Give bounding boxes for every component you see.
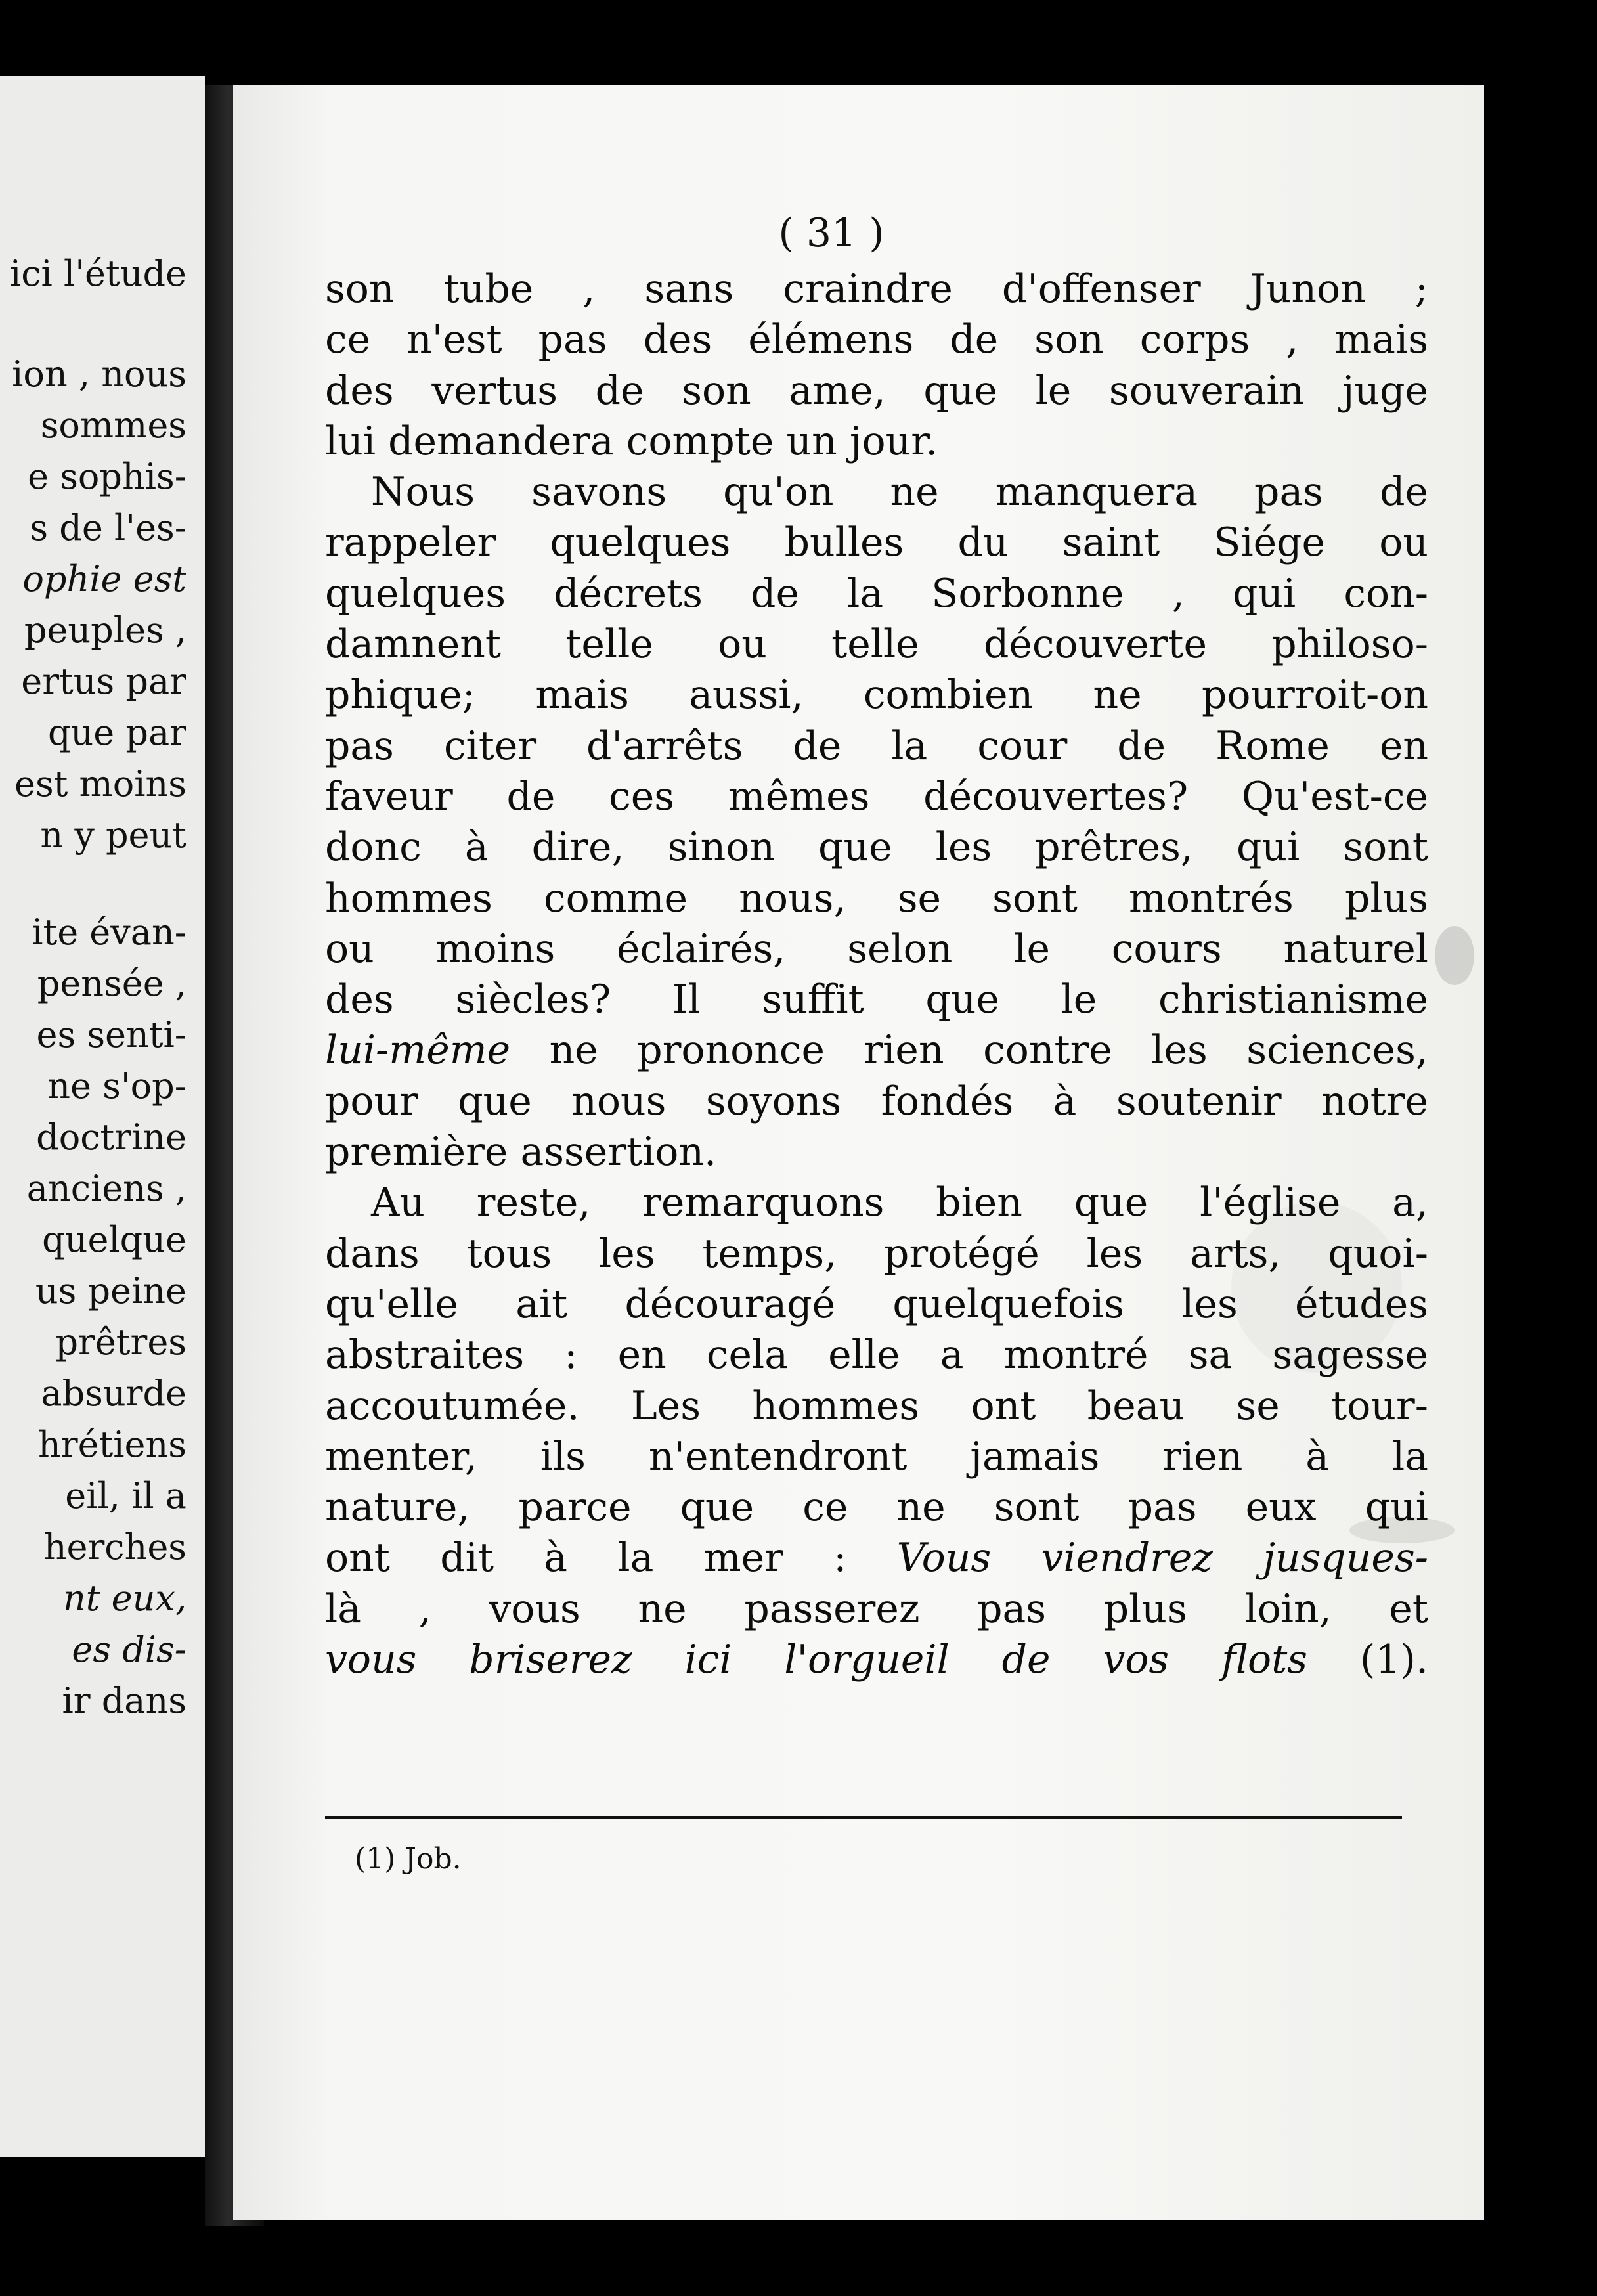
text-line: lui demandera compte un jour. xyxy=(325,418,938,464)
text-line: menter, ils n'entendront jamais rien à la xyxy=(325,1433,1428,1480)
text-line: donc à dire, sinon que les prêtres, qui sont xyxy=(325,824,1428,871)
text-line: rappeler quelques bulles du saint Siége ou xyxy=(325,519,1428,566)
text-run: ont dit à la mer : xyxy=(325,1535,847,1581)
left-page xyxy=(0,76,205,2157)
footnote: (1) Job. xyxy=(355,1842,462,1876)
left-page-fragment: peuples , xyxy=(24,609,186,651)
left-page-fragment: ici l'étude xyxy=(9,253,186,294)
text-line: des vertus de son ame, que le souverain juge xyxy=(325,367,1428,414)
text-line: là , vous ne passerez pas plus loin, et xyxy=(325,1585,1428,1632)
left-page-fragment: ite évan- xyxy=(32,912,186,953)
italic-term: lui-même xyxy=(325,1027,511,1074)
left-page-fragment: que par xyxy=(47,712,186,753)
text-line: des siècles? Il suffit que le christianisme xyxy=(325,977,1428,1023)
text-line: Au reste, remarquons bien que l'église a, xyxy=(371,1180,1428,1226)
page-number: ( 31 ) xyxy=(778,210,885,256)
text-line: qu'elle ait découragé quelquefois les études xyxy=(325,1281,1428,1327)
left-page-fragment: nt eux, xyxy=(63,1578,186,1619)
left-page-fragment: ertus par xyxy=(21,661,186,702)
text-line: phique; mais aussi, combien ne pourroit-on xyxy=(325,672,1428,718)
left-page-fragment: est moins xyxy=(14,763,186,805)
text-line: Nous savons qu'on ne manquera pas de xyxy=(371,469,1428,516)
text-line: nature, parce que ce ne sont pas eux qui xyxy=(325,1484,1428,1531)
left-page-fragment: s de l'es- xyxy=(30,507,186,548)
paper-stain xyxy=(1349,1517,1455,1543)
paper-stain xyxy=(1435,926,1474,985)
left-page-fragment: hrétiens xyxy=(38,1424,186,1465)
paper-stain xyxy=(1231,1202,1402,1373)
left-page-fragment: pensée , xyxy=(37,963,186,1004)
italic-quote: vous briserez ici l'orgueil de vos flots xyxy=(325,1637,1308,1683)
paragraph-1 xyxy=(325,264,1428,467)
text-line xyxy=(325,1635,1428,1685)
left-page-fragment: ir dans xyxy=(62,1680,186,1721)
text-line: abstraites : en cela elle a montré sa sagesse xyxy=(325,1332,1428,1379)
text-run: ne prononce rien contre les sciences, xyxy=(549,1027,1428,1074)
text-line: ce n'est pas des élémens de son corps , mais xyxy=(325,317,1428,363)
left-page-fragment: ion , nous xyxy=(12,353,186,395)
left-page-fragment: prêtres xyxy=(55,1321,186,1363)
text-line: pour que nous soyons fondés à soutenir notre xyxy=(325,1078,1428,1124)
footnote-reference: (1). xyxy=(1359,1637,1429,1683)
text-line: accoutumée. Les hommes ont beau se tour- xyxy=(325,1382,1428,1429)
italic-quote: Vous viendrez jusques- xyxy=(896,1535,1428,1581)
left-page-fragment: quelque xyxy=(42,1219,186,1260)
left-page-fragment: absurde xyxy=(41,1373,186,1414)
text-line: damnent telle ou telle découverte philoso- xyxy=(325,621,1428,668)
left-page-fragment: e sophis- xyxy=(28,456,186,497)
body-text xyxy=(325,264,1428,1685)
left-page-fragment: ne s'op- xyxy=(47,1065,186,1107)
text-line: ou moins éclairés, selon le cours naturel xyxy=(325,925,1428,972)
left-page-fragment: doctrine xyxy=(36,1116,186,1158)
left-page-fragment: ophie est xyxy=(22,558,186,600)
text-line: hommes comme nous, se sont montrés plus xyxy=(325,875,1428,921)
text-line: son tube , sans craindre d'offenser Junon ; xyxy=(325,266,1428,312)
footnote-rule xyxy=(325,1816,1402,1819)
left-page-fragment: us peine xyxy=(35,1270,186,1312)
text-line: faveur de ces mêmes découvertes? Qu'est-ce xyxy=(325,773,1428,820)
text-line: pas citer d'arrêts de la cour de Rome en xyxy=(325,722,1428,769)
left-page-fragment: es dis- xyxy=(72,1629,186,1670)
left-page-fragment: n y peut xyxy=(40,814,186,856)
text-line: dans tous les temps, protégé les arts, quoi- xyxy=(325,1230,1428,1277)
right-page xyxy=(233,85,1484,2220)
text-line: première assertion. xyxy=(325,1129,717,1176)
left-page-fragment: es senti- xyxy=(36,1014,186,1055)
left-page-fragment: herches xyxy=(43,1526,186,1568)
paragraph-2 xyxy=(325,467,1428,1178)
left-page-fragment: eil, il a xyxy=(65,1475,186,1516)
left-page-fragment: sommes xyxy=(40,405,186,446)
text-line xyxy=(325,1533,1428,1583)
left-page-fragment: anciens , xyxy=(26,1168,186,1209)
text-line: quelques décrets de la Sorbonne , qui con- xyxy=(325,570,1428,617)
text-line xyxy=(325,1025,1428,1076)
